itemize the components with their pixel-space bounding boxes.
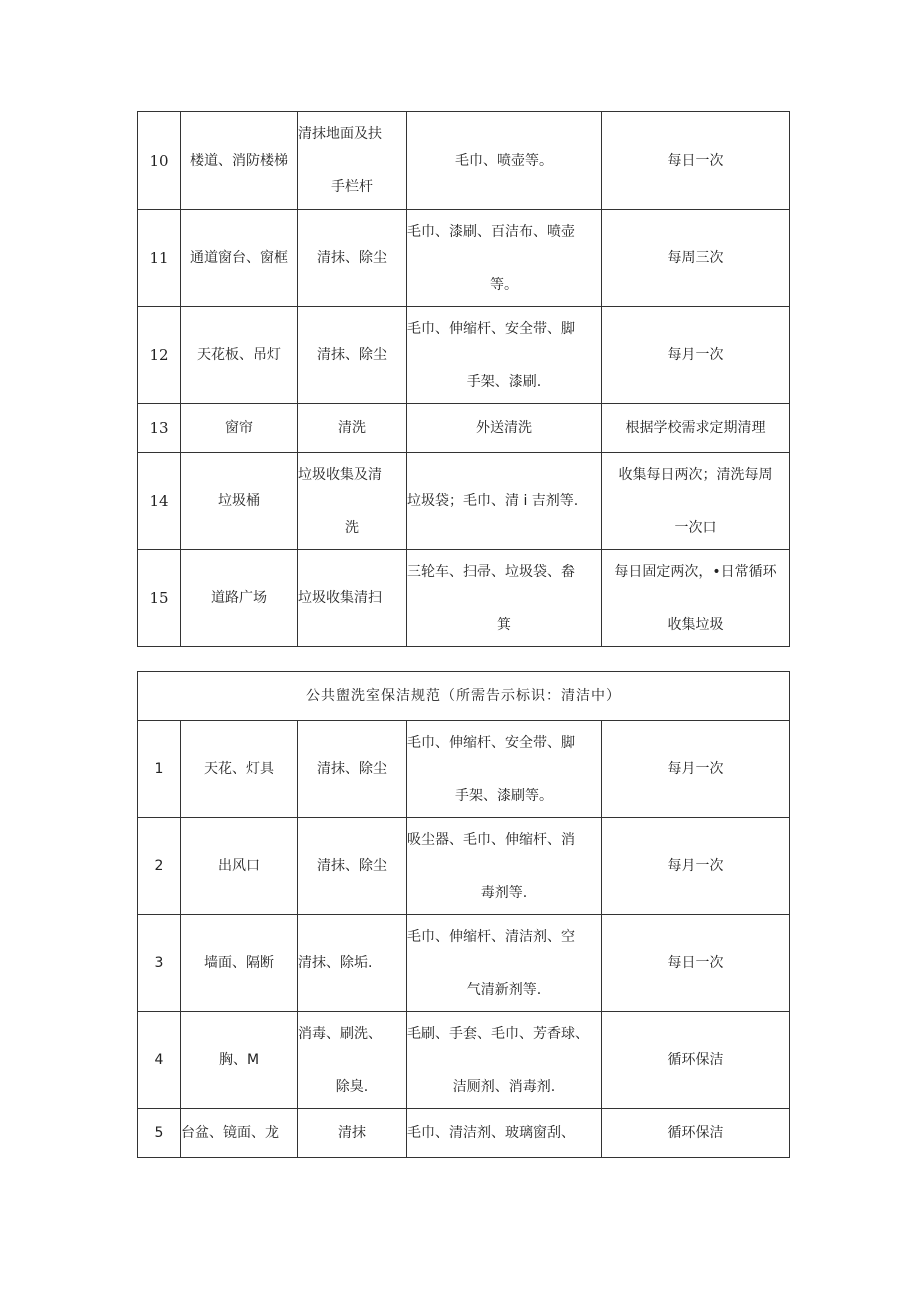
frequency-cell bbox=[602, 453, 790, 550]
area-cell: 台盆、镜面、龙 bbox=[181, 1109, 298, 1158]
row-number: 1 bbox=[138, 721, 181, 818]
row-number: 13 bbox=[138, 404, 181, 453]
frequency-cell: 每月一次 bbox=[602, 307, 790, 404]
tools-cell: 毛巾、喷壶等。 bbox=[407, 112, 602, 210]
frequency-line-1: 每日固定两次，•日常循环 bbox=[614, 563, 777, 580]
task-cell bbox=[298, 453, 407, 550]
task-cell: 清洗 bbox=[298, 404, 407, 453]
tools-line-2: 箕 bbox=[497, 616, 511, 633]
task-line-2: 洗 bbox=[345, 519, 359, 536]
task-line-1: 消毒、刷洗、 bbox=[298, 1025, 382, 1042]
area-cell: 道路广场 bbox=[181, 550, 298, 647]
tools-line-1: 毛巾、伸缩杆、安全带、脚 bbox=[407, 734, 575, 751]
row-number: 14 bbox=[138, 453, 181, 550]
tools-cell bbox=[407, 210, 602, 307]
row-number: 4 bbox=[138, 1012, 181, 1109]
area-cell: 天花、灯具 bbox=[181, 721, 298, 818]
task-line-1: 清抹地面及扶 bbox=[298, 126, 382, 142]
tools-cell bbox=[407, 818, 602, 915]
task-cell: 清抹 bbox=[298, 1109, 407, 1158]
frequency-cell: 每月一次 bbox=[602, 818, 790, 915]
cleaning-table-washrooms bbox=[137, 671, 790, 1158]
task-cell: 清抹、除尘 bbox=[298, 721, 407, 818]
area-cell: 墙面、隔断 bbox=[181, 915, 298, 1012]
table-row bbox=[138, 453, 790, 550]
task-cell bbox=[298, 1012, 407, 1109]
tools-cell bbox=[407, 307, 602, 404]
table-title-row bbox=[138, 672, 790, 721]
frequency-cell: 每月一次 bbox=[602, 721, 790, 818]
frequency-cell: 每日一次 bbox=[602, 112, 790, 210]
tools-line-2: 气清新剂等. bbox=[466, 981, 542, 998]
tools-line-2: 手架、漆刷等。 bbox=[455, 787, 553, 804]
area-cell: 垃圾桶 bbox=[181, 453, 298, 550]
frequency-cell: 每日一次 bbox=[602, 915, 790, 1012]
tools-cell: 毛巾、清洁剂、玻璃窗刮、 bbox=[407, 1109, 602, 1158]
table-row bbox=[138, 210, 790, 307]
table-row bbox=[138, 112, 790, 210]
table-row bbox=[138, 1012, 790, 1109]
task-line-1: 垃圾收集及清 bbox=[298, 466, 382, 483]
table-row bbox=[138, 721, 790, 818]
tools-line-1: 毛刷、手套、毛巾、芳香球、 bbox=[407, 1025, 589, 1042]
row-number: 11 bbox=[138, 210, 181, 307]
task-cell: 清抹、除垢. bbox=[298, 915, 407, 1012]
tools-cell bbox=[407, 915, 602, 1012]
area-cell: 出风口 bbox=[181, 818, 298, 915]
area-cell: 通道窗台、窗框 bbox=[181, 210, 298, 307]
task-cell: 清抹、除尘 bbox=[298, 210, 407, 307]
frequency-cell bbox=[602, 550, 790, 647]
tools-line-1: 毛巾、伸缩杆、安全带、脚 bbox=[407, 320, 575, 337]
task-line-2: 手栏杆 bbox=[331, 179, 373, 195]
table-row bbox=[138, 307, 790, 404]
frequency-line-2: 一次口 bbox=[674, 519, 717, 536]
tools-cell: 垃圾袋；毛巾、清 i 吉剂等. bbox=[407, 453, 602, 550]
tools-cell: 外送清洗 bbox=[407, 404, 602, 453]
tools-line-1: 吸尘器、毛巾、伸缩杆、消 bbox=[407, 831, 575, 848]
row-number: 5 bbox=[138, 1109, 181, 1158]
frequency-cell: 每周三次 bbox=[602, 210, 790, 307]
tools-line-1: 毛巾、漆刷、百洁布、喷壶 bbox=[407, 223, 575, 240]
tools-line-2: 手架、漆刷. bbox=[466, 373, 542, 390]
task-line-2: 除臭. bbox=[335, 1078, 369, 1095]
tools-line-2: 等。 bbox=[490, 276, 518, 293]
row-number: 3 bbox=[138, 915, 181, 1012]
frequency-cell: 循环保洁 bbox=[602, 1012, 790, 1109]
row-number: 10 bbox=[138, 112, 181, 210]
tools-cell bbox=[407, 721, 602, 818]
row-number: 12 bbox=[138, 307, 181, 404]
task-cell: 垃圾收集清扫 bbox=[298, 550, 407, 647]
area-cell: 窗帘 bbox=[181, 404, 298, 453]
tools-line-1: 毛巾、伸缩杆、清洁剂、空 bbox=[407, 928, 575, 945]
table-row bbox=[138, 404, 790, 453]
tools-line-1: 三轮车、扫帚、垃圾袋、畚 bbox=[407, 563, 575, 580]
frequency-line-2: 收集垃圾 bbox=[667, 616, 724, 633]
tools-line-2: 毒剂等. bbox=[480, 884, 528, 901]
row-number: 15 bbox=[138, 550, 181, 647]
task-cell: 清抹、除尘 bbox=[298, 307, 407, 404]
cleaning-table-corridors bbox=[137, 111, 790, 647]
table-title: 公共盥洗室保洁规范（所需告示标识：清洁中） bbox=[138, 672, 790, 721]
area-cell: 楼道、消防楼梯 bbox=[181, 112, 298, 210]
tools-line-2: 洁厕剂、消毒剂. bbox=[452, 1078, 556, 1095]
frequency-cell: 循环保洁 bbox=[602, 1109, 790, 1158]
task-cell bbox=[298, 112, 407, 210]
task-cell: 清抹、除尘 bbox=[298, 818, 407, 915]
area-cell: 天花板、吊灯 bbox=[181, 307, 298, 404]
area-cell: 胸、M bbox=[181, 1012, 298, 1109]
frequency-cell: 根据学校需求定期清理 bbox=[602, 404, 790, 453]
table-row bbox=[138, 1109, 790, 1158]
row-number: 2 bbox=[138, 818, 181, 915]
table-row bbox=[138, 550, 790, 647]
tools-cell bbox=[407, 550, 602, 647]
frequency-line-1: 收集每日两次；清洗每周 bbox=[618, 466, 773, 483]
table-row bbox=[138, 818, 790, 915]
tools-cell bbox=[407, 1012, 602, 1109]
table-row bbox=[138, 915, 790, 1012]
